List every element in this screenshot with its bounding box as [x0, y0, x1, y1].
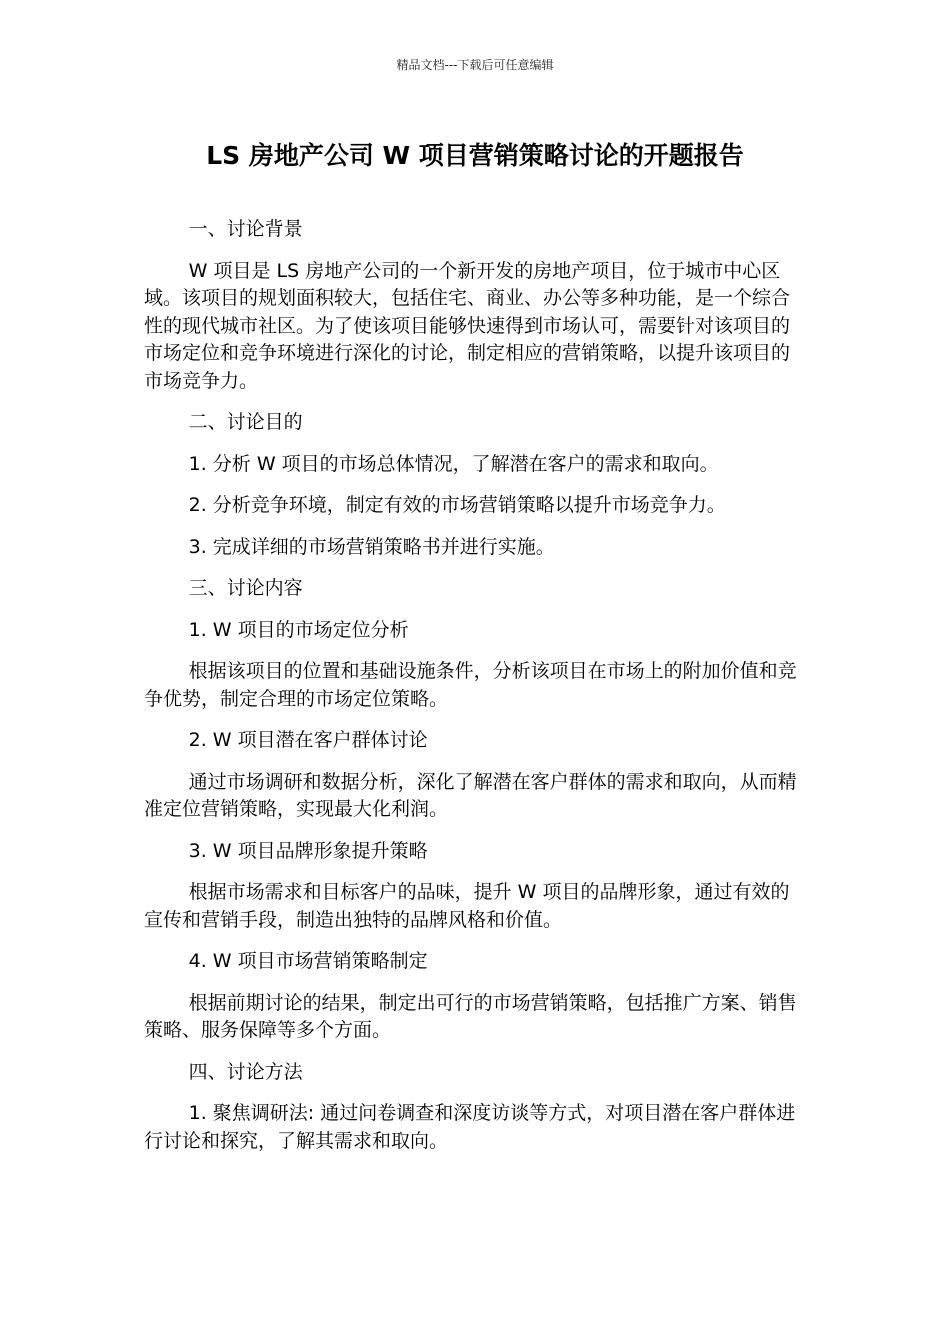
- list-item-purpose-2: 2. 分析竞争环境，制定有效的市场营销策略以提升市场竞争力。: [188, 494, 726, 516]
- section-heading-methods: 四、讨论方法: [188, 1060, 303, 1083]
- paragraph-methods-1: 1. 聚焦调研法: 通过问卷调查和深度访谈等方式，对项目潜在客户群体进行讨论和探究，了解其需求和取向。: [144, 1102, 796, 1152]
- header-note: 精品文档---下载后可任意编辑: [396, 58, 554, 72]
- subheading-content-2: 2. W 项目潜在客户群体讨论: [188, 729, 428, 751]
- section-heading-content: 三、讨论内容: [188, 577, 303, 599]
- document-body: [144, 216, 808, 1169]
- paragraph-content-4: 根据前期讨论的结果，制定出可行的市场营销策略，包括推广方案、销售策略、服务保障等多个方面。: [144, 991, 797, 1041]
- list-item-purpose-1: 1. 分析 W 项目的市场总体情况，了解潜在客户的需求和取向。: [188, 452, 719, 475]
- subheading-content-1: 1. W 项目的市场定位分析: [188, 618, 409, 641]
- paragraph-background: W 项目是 LS 房地产公司的一个新开发的房地产项目，位于城市中心区域。该项目的规划面积较大，包括住宅、商业、办公等多种功能，是一个综合性的现代城市社区。为了使该项目能够快速得到市场认可，需要针对该项目的市场定位和竞争环境进行深化的讨论，制定相应的营销策略，以提升该项目的市场竞争力。: [144, 259, 791, 392]
- section-heading-background: 一、讨论背景: [188, 218, 303, 240]
- list-item-purpose-3: 3. 完成详细的市场营销策略书并进行实施。: [188, 535, 555, 558]
- page-title: LS 房地产公司 W 项目营销策略讨论的开题报告: [206, 141, 744, 170]
- section-heading-purpose: 二、讨论目的: [188, 411, 303, 433]
- subheading-content-4: 4. W 项目市场营销策略制定: [188, 950, 428, 972]
- paragraph-content-2: 通过市场调研和数据分析，深化了解潜在客户群体的需求和取向，从而精准定位营销策略，实现最大化利润。: [144, 770, 797, 820]
- paragraph-content-1: 根据该项目的位置和基础设施条件，分析该项目在市场上的附加价值和竞争优势，制定合理的市场定位策略。: [144, 660, 797, 710]
- paragraph-content-3: 根据市场需求和目标客户的品味，提升 W 项目的品牌形象，通过有效的宣传和营销手段，制造出独特的品牌风格和价值。: [144, 881, 790, 931]
- subheading-content-3: 3. W 项目品牌形象提升策略: [188, 839, 428, 862]
